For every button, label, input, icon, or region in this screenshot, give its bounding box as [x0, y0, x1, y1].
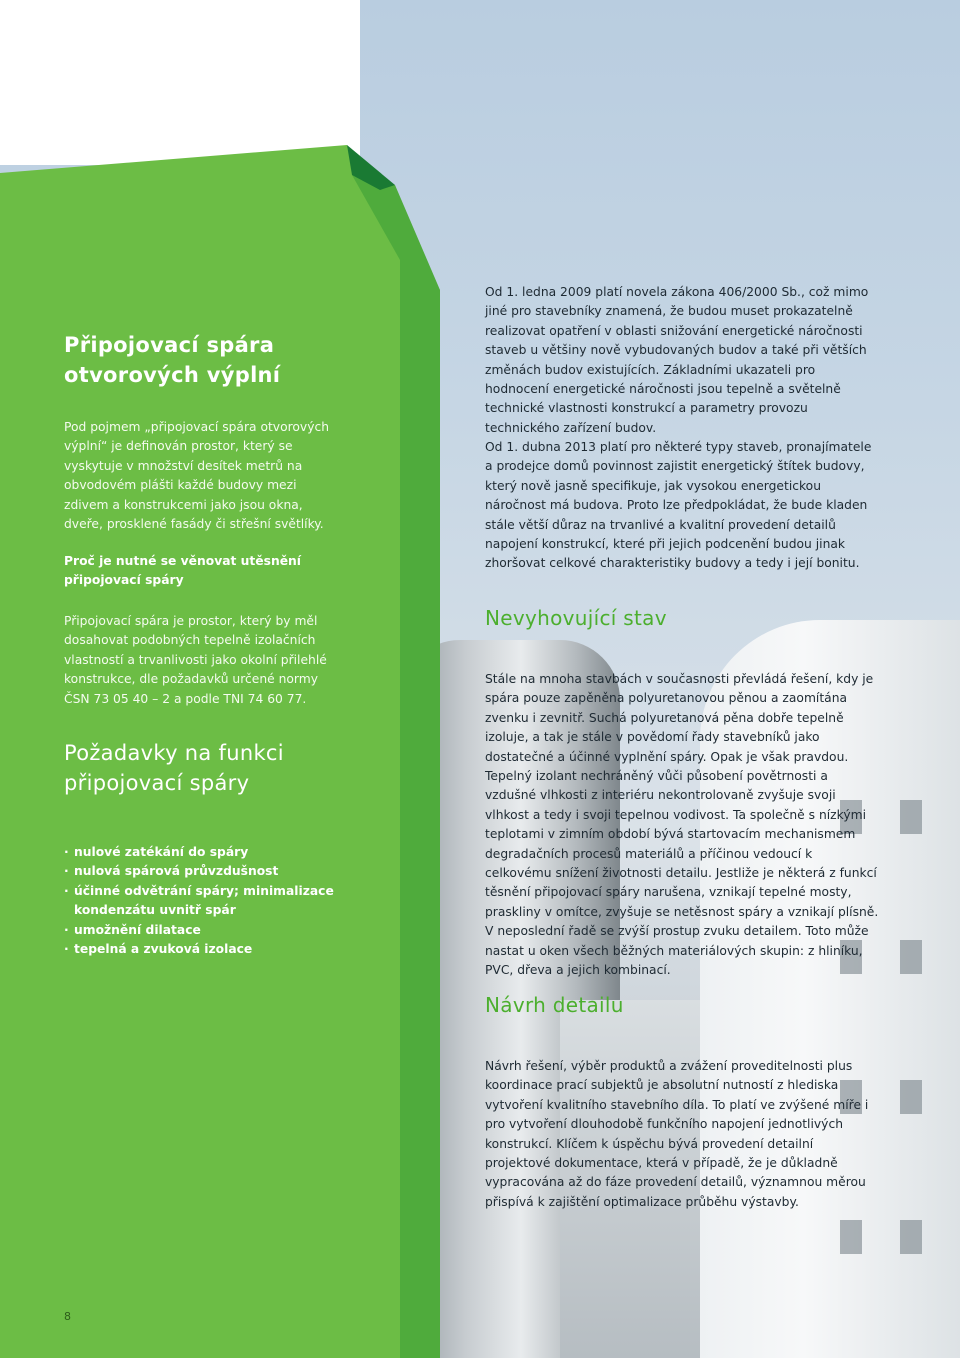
- paragraph-law-2013: Od 1. dubna 2013 platí pro některé typy staveb, pronajímatele a prodejce domů povinnost zajistit energetický štítek budovy, který nově jasně specifikuje, jak vysokou energetickou náročnost má budova. Proto lze předpokládat, že bude kladen stále větší důraz na trvanlivé a kvalitní provedení detailů napojení konstrukcí, které při jejich podcenění budou jinak zhoršovat celkové charakteristiky budovy a tedy i její bonitu.: [485, 440, 872, 571]
- paragraph-detail-design: Návrh řešení, výběr produktů a zvážení proveditelnosti plus koordinace prací subjektů je absolutní nutností z hlediska vytvoření kvalitního stavebního díla. To platí ve zvýšené míře i pro vytvoření dlouhodobě funkčního napojení jednotlivých konstrukcí. Klíčem k úspěchu bývá provedení detailní projektové dokumentace, která v případě, že je důkladně vypracována až do fáze provedení detailů, významnou měrou přispívá k zajištění optimalizace průběhu výstavby.: [485, 1059, 869, 1209]
- top-white-area: [0, 0, 360, 165]
- paragraph-law-2009: Od 1. ledna 2009 platí novela zákona 406/2000 Sb., což mimo jiné pro stavebníky znamená, že budou muset prokazatelně realizovat opatření v oblasti snižování energetické náročnosti staveb u většiny nově vybudovaných budov a také při větších změnách budov existujících. Základními ukazateli pro hodnocení energetické náročnosti jsou tepelně a světelně technické vlastnosti konstrukcí a parametry provozu technického zařízení budov.: [485, 285, 869, 435]
- window: [900, 940, 922, 974]
- heading-current-state: Nevyhovující stav: [485, 606, 667, 630]
- definition-paragraph: Připojovací spára je prostor, který by měl dosahovat podobných tepelně izolačních vlastností a trvanlivosti jako okolní přilehlé konstrukce, dle požadavků určené normy ČSN 73 05 40 – 2 a podle TNI 74 60 77.: [64, 614, 327, 706]
- window: [840, 1220, 862, 1254]
- page-number: 8: [64, 1310, 71, 1323]
- heading-detail-design: Návrh detailu: [485, 993, 624, 1017]
- requirements-title: Požadavky na funkci připojovací spáry: [64, 741, 284, 795]
- list-item: · umožnění dilatace: [64, 921, 334, 940]
- list-item: · nulová spárová průvzdušnost: [64, 862, 334, 881]
- list-item: · účinné odvětrání spáry; minimalizace kondenzátu uvnitř spár: [64, 882, 334, 921]
- requirements-list: [64, 843, 334, 959]
- paragraph-current-state: Stále na mnoha stavbách v současnosti převládá řešení, kdy je spára pouze zapěněna polyuretanovou pěnou a zaomítána zvenku i zevnitř. Suchá polyuretanová pěna dobře tepelně izoluje, a tak je stále v povědomí řady stavebníků jako dostatečné a účinné vyplnění spáry. Opak je však pravdou. Tepelný izolant nechráněný vůči působení povětrnosti a vzdušné vlhkosti z interiéru nekontrolovaně zvyšuje svoji vlhkost a tedy i svoji tepelnou vodivost. Ta společně s nízkými teplotami v zimním období bývá startovacím mechanismem degradačních procesů materiálů a příčinou vedoucí k celkovému snížení životnosti detailu. Jestliže je některá z funkcí těsnění připojovací spáry narušena, vznikají tepelné mosty, praskliny v omítce, zvyšuje se netěsnost spáry a vznikají plísně. V neposlední řadě se zvýší prostup zvuku detailem. Toto může nastat u oken všech běžných materiálových skupin: z hliníku, PVC, dřeva a jejich kombinací.: [485, 672, 879, 978]
- intro-paragraph: Pod pojmem „připojovací spára otvorových výplní“ je definován prostor, který se vyskytuje v množství desítek metrů na obvodovém plášti každé budovy mezi zdivem a konstrukcemi jako jsou okna, dveře, prosklené fasády či střešní světlíky.: [64, 420, 330, 532]
- subheading: Proč je nutné se věnovat utěsnění připojovací spáry: [64, 554, 302, 588]
- section-title: Připojovací spára otvorových výplní: [64, 333, 281, 387]
- list-item: · nulové zatékání do spáry: [64, 843, 334, 862]
- list-item: · tepelná a zvuková izolace: [64, 940, 334, 959]
- window: [900, 1080, 922, 1114]
- window: [900, 800, 922, 834]
- window: [900, 1220, 922, 1254]
